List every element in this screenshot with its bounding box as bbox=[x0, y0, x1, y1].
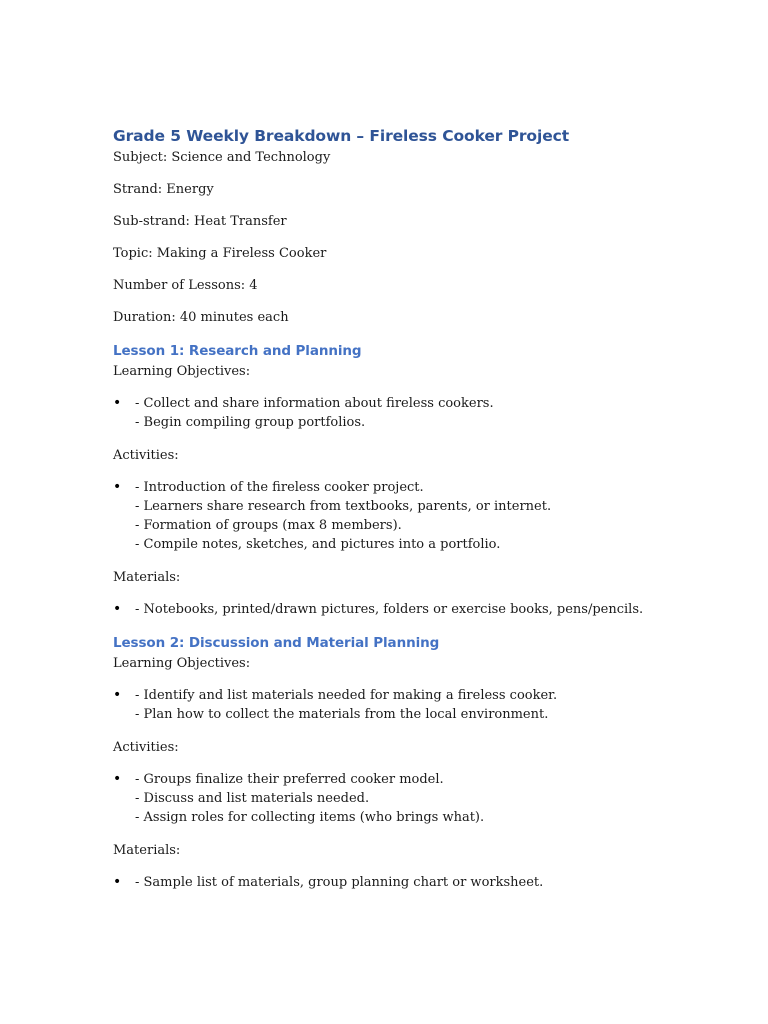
strand-line: Strand: Energy bbox=[113, 182, 214, 197]
bullet-icon: • bbox=[113, 687, 122, 704]
list-item: - Compile notes, sketches, and pictures into a portfolio. bbox=[135, 537, 501, 553]
lesson1-heading: Lesson 1: Research and Planning bbox=[113, 343, 362, 359]
lesson1-materials-label: Materials: bbox=[113, 569, 181, 585]
list-item: - Groups finalize their preferred cooker model. bbox=[135, 771, 444, 787]
lesson1-objectives-list bbox=[113, 394, 733, 433]
list-item: - Learners share research from textbooks, parents, or internet. bbox=[135, 498, 552, 514]
lesson2-activities-list bbox=[113, 770, 733, 828]
bullet-icon: • bbox=[113, 770, 122, 787]
list-item: - Discuss and list materials needed. bbox=[135, 790, 370, 806]
lesson1-objectives-label: Learning Objectives: bbox=[113, 364, 251, 379]
substrand-line: Sub-strand: Heat Transfer bbox=[113, 214, 287, 229]
lesson2-activities-label: Activities: bbox=[113, 739, 179, 755]
list-item: - Sample list of materials, group planning chart or worksheet. bbox=[135, 874, 544, 890]
lesson2-materials-label: Materials: bbox=[113, 842, 181, 858]
lesson1-materials-list bbox=[113, 600, 733, 619]
lesson1-activities-label: Activities: bbox=[113, 447, 179, 463]
lesson2-objectives-label: Learning Objectives: bbox=[113, 656, 251, 672]
lesson2-objectives-list bbox=[113, 686, 733, 725]
bullet-icon: • bbox=[113, 478, 122, 495]
list-item: - Notebooks, printed/drawn pictures, folders or exercise books, pens/pencils. bbox=[135, 601, 644, 617]
lesson2-materials-list bbox=[113, 873, 733, 892]
lesson1-activities-list bbox=[113, 478, 733, 555]
subject-line: Subject: Science and Technology bbox=[113, 150, 331, 165]
document-title: Grade 5 Weekly Breakdown – Fireless Cooker Project bbox=[113, 127, 570, 145]
lessons-count-line: Number of Lessons: 4 bbox=[113, 278, 258, 293]
duration-line: Duration: 40 minutes each bbox=[113, 310, 289, 325]
lesson2-heading: Lesson 2: Discussion and Material Planning bbox=[113, 635, 440, 652]
list-item: - Assign roles for collecting items (who brings what). bbox=[135, 810, 485, 826]
list-item: - Plan how to collect the materials from the local environment. bbox=[135, 707, 549, 723]
topic-line: Topic: Making a Fireless Cooker bbox=[113, 246, 327, 261]
bullet-icon: • bbox=[113, 395, 122, 411]
bullet-icon: • bbox=[113, 600, 122, 617]
document-page bbox=[113, 124, 733, 892]
list-item: - Collect and share information about fireless cookers. bbox=[135, 396, 494, 411]
list-item: - Introduction of the fireless cooker project. bbox=[135, 479, 424, 495]
list-item: - Formation of groups (max 8 members). bbox=[135, 518, 402, 534]
bullet-icon: • bbox=[113, 873, 122, 890]
list-item: - Identify and list materials needed for making a fireless cooker. bbox=[135, 688, 558, 704]
list-item: - Begin compiling group portfolios. bbox=[135, 415, 366, 431]
